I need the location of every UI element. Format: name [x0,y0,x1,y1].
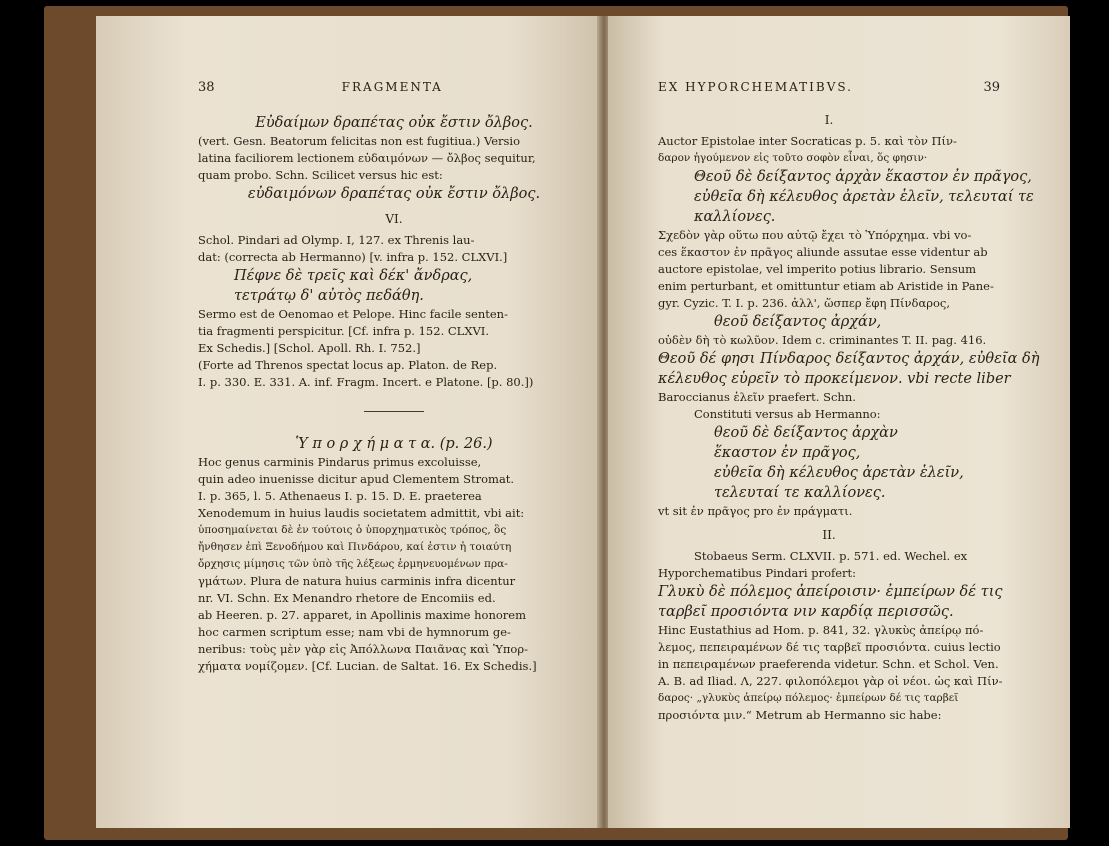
greek-verse-line: καλλίονες. [694,209,776,225]
text-line: ὄρχησις μίμησις τῶν ὑπὸ τῆς λέξεως ἑρμηνευομένων πρα- [198,558,508,570]
greek-verse-line: εὐθεῖα δὴ κέλευθος ἀρετὰν ἑλεῖν, [714,465,964,481]
left-running-title: FRAGMENTA [341,80,443,94]
text-line: (vert. Gesn. Beatorum felicitas non est fugitiua.) Versio [198,134,521,148]
text-line: χήματα νομίζομεν. [Cf. Lucian. de Saltat. 16. Ex Schedis.] [198,659,537,673]
greek-verse-line: Εὐδαίμων δραπέτας οὐκ ἔστιν ὄλβος. [255,115,533,131]
greek-verse-line: Θεοῦ δὲ δείξαντος ἀρχὰν ἕκαστον ἐν πρᾶγος, [694,169,1032,185]
text-line: γμάτων. Plura de natura huius carminis infra dicentur [198,574,516,588]
text-line: nr. VI. Schn. Ex Menandro rhetore de Encomiis ed. [198,591,496,605]
greek-verse-line: κέλευθος εὑρεῖν τὸ προκείμενον. vbi recte liber [658,371,1011,387]
right-page-body [658,113,1040,724]
text-line: ὑποσημαίνεται δὲ ἐν τούτοις ὁ ὑπορχηματικὸς τρόπος, ὃς [198,524,507,536]
text-line: Hyporchematibus Pindari profert: [658,566,857,580]
right-running-head [658,80,1000,95]
text-line: auctore epistolae, vel imperito potius librario. Sensum [658,262,977,276]
left-page-number: 38 [198,80,215,95]
text-line: Stobaeus Serm. CLXVII. p. 571. ed. Wechel. ex [694,549,968,563]
text-line: I. p. 330. E. 331. A. inf. Fragm. Incert. e Platone. [p. 80.]) [198,375,534,389]
text-line: δαρος· „γλυκὺς ἀπείρῳ πόλεμος· ἐμπείρων δέ τις ταρβεῖ [658,692,959,704]
text-line: tia fragmenti perspicitur. [Cf. infra p. 152. CLXVI. [198,324,490,338]
text-line: Baroccianus ἑλεῖν praefert. Schn. [658,390,856,404]
greek-verse-line: θεοῦ δείξαντος ἀρχάν, [714,314,882,330]
section-number: I. [824,113,834,127]
text-line: Ex Schedis.] [Schol. Apoll. Rh. I. 752.] [198,341,421,355]
section-number: VI. [385,212,403,226]
left-page [96,16,600,828]
text-line: οὐδὲν δὴ τὸ κωλῦον. Idem c. criminantes T. II. pag. 416. [658,333,987,347]
text-line: (Forte ad Threnos spectat locus ap. Platon. de Rep. [198,358,498,372]
text-line: quin adeo inuenisse dicitur apud Clementem Stromat. [198,472,515,486]
greek-verse-line: Ὑ π ο ρ χ ή μ α τ α. (p. 26.) [295,436,493,452]
greek-verse-line: θεοῦ δὲ δείξαντος ἀρχὰν [714,425,898,441]
greek-verse-line: Γλυκὺ δὲ πόλεμος ἀπείροισιν· ἐμπείρων δέ τις [658,584,1003,600]
left-page-body [198,113,590,675]
text-line: Hinc Eustathius ad Hom. p. 841, 32. γλυκὺς ἀπείρῳ πό- [658,623,984,637]
text-line: Xenodemum in huius laudis societatem admittit, vbi ait: [198,506,525,520]
text-line: Constituti versus ab Hermanno: [694,407,881,421]
text-line: vt sit ἐν πρᾶγος pro ἐν πράγματι. [658,504,853,518]
greek-verse-line: τελευταί τε καλλίονες. [714,485,886,501]
text-line: I. p. 365, l. 5. Athenaeus I. p. 15. D. E. praeterea [198,489,482,503]
text-line: gyr. Cyzic. T. I. p. 236. ἀλλ', ὥσπερ ἔφη Πίνδαρος, [658,296,951,310]
text-line: δαρον ἡγούμενον εἰς τοῦτο σοφὸν εἶναι, ὅς φησιν· [658,152,928,164]
text-line: latina faciliorem lectionem εὐδαιμόνων — ὄλβος sequitur, [198,151,536,165]
text-line: in πεπειραμένων praeferenda videtur. Schn. et Schol. Ven. [658,657,999,671]
text-line: ces ἕκαστον ἐν πρᾶγος aliunde assutae esse videntur ab [658,245,988,259]
right-page [608,16,1070,828]
right-page-number: 39 [983,80,1000,95]
text-line: ἤνθησεν ἐπὶ Ξενοδήμου καὶ Πινδάρου, καί ἐστιν ἡ τοιαύτη [198,541,512,553]
greek-verse-line: τετράτῳ δ' αὐτὸς πεδάθη. [234,288,424,304]
text-line: hoc carmen scriptum esse; nam vbi de hymnorum ge- [198,625,511,639]
text-line: λεμος, πεπειραμένων δέ τις ταρβεῖ προσιόντα. cuius lectio [658,640,1001,654]
text-line: προσιόντα μιν.“ Metrum ab Hermanno sic habe: [658,708,942,722]
text-line: dat: (correcta ab Hermanno) [v. infra p. 152. CLXVI.] [198,250,508,264]
greek-verse-line: εὐθεῖα δὴ κέλευθος ἀρετὰν ἑλεῖν, τελευταί τε [694,189,1034,205]
text-line: Schol. Pindari ad Olymp. I, 127. ex Threnis lau- [198,233,475,247]
greek-verse-line: Πέφνε δὲ τρεῖς καὶ δέκ' ἄνδρας, [234,268,473,284]
text-line: neribus: τοὺς μὲν γὰρ εἰς Ἀπόλλωνα Παιᾶνας καὶ Ὑπορ- [198,642,528,656]
left-running-head [198,80,590,95]
text-line: ab Heeren. p. 27. apparet, in Apollinis maxime honorem [198,608,526,622]
text-line: A. B. ad Iliad. Λ, 227. φιλοπόλεμοι γὰρ οἱ νέοι. ὡς καὶ Πίν- [658,674,1003,688]
greek-verse-line: Θεοῦ δέ φησι Πίνδαρος δείξαντος ἀρχάν, εὐθεῖα δὴ [658,351,1040,367]
section-number: II. [822,528,836,542]
text-line: quam probo. Schn. Scilicet versus hic est: [198,168,443,182]
text-line: Σχεδὸν γὰρ οὕτω που αὐτῷ ἔχει τὸ Ὑπόρχημα. vbi vo- [658,228,972,242]
greek-verse-line: εὐδαιμόνων δραπέτας οὐκ ἔστιν ὄλβος. [247,186,541,202]
text-line: enim perturbant, et omittuntur etiam ab Aristide in Pane- [658,279,994,293]
greek-verse-line: ἕκαστον ἐν πρᾶγος, [714,445,861,461]
text-line: Sermo est de Oenomao et Pelope. Hinc facile senten- [198,307,508,321]
section-divider-rule [364,411,424,412]
text-line: Auctor Epistolae inter Socraticas p. 5. καὶ τὸν Πίν- [658,134,957,148]
right-running-title: EX HYPORCHEMATIBVS. [658,80,853,94]
greek-verse-line: ταρβεῖ προσιόντα νιν καρδίᾳ περισσῶς. [658,604,954,620]
text-line: Hoc genus carminis Pindarus primus excoluisse, [198,455,482,469]
